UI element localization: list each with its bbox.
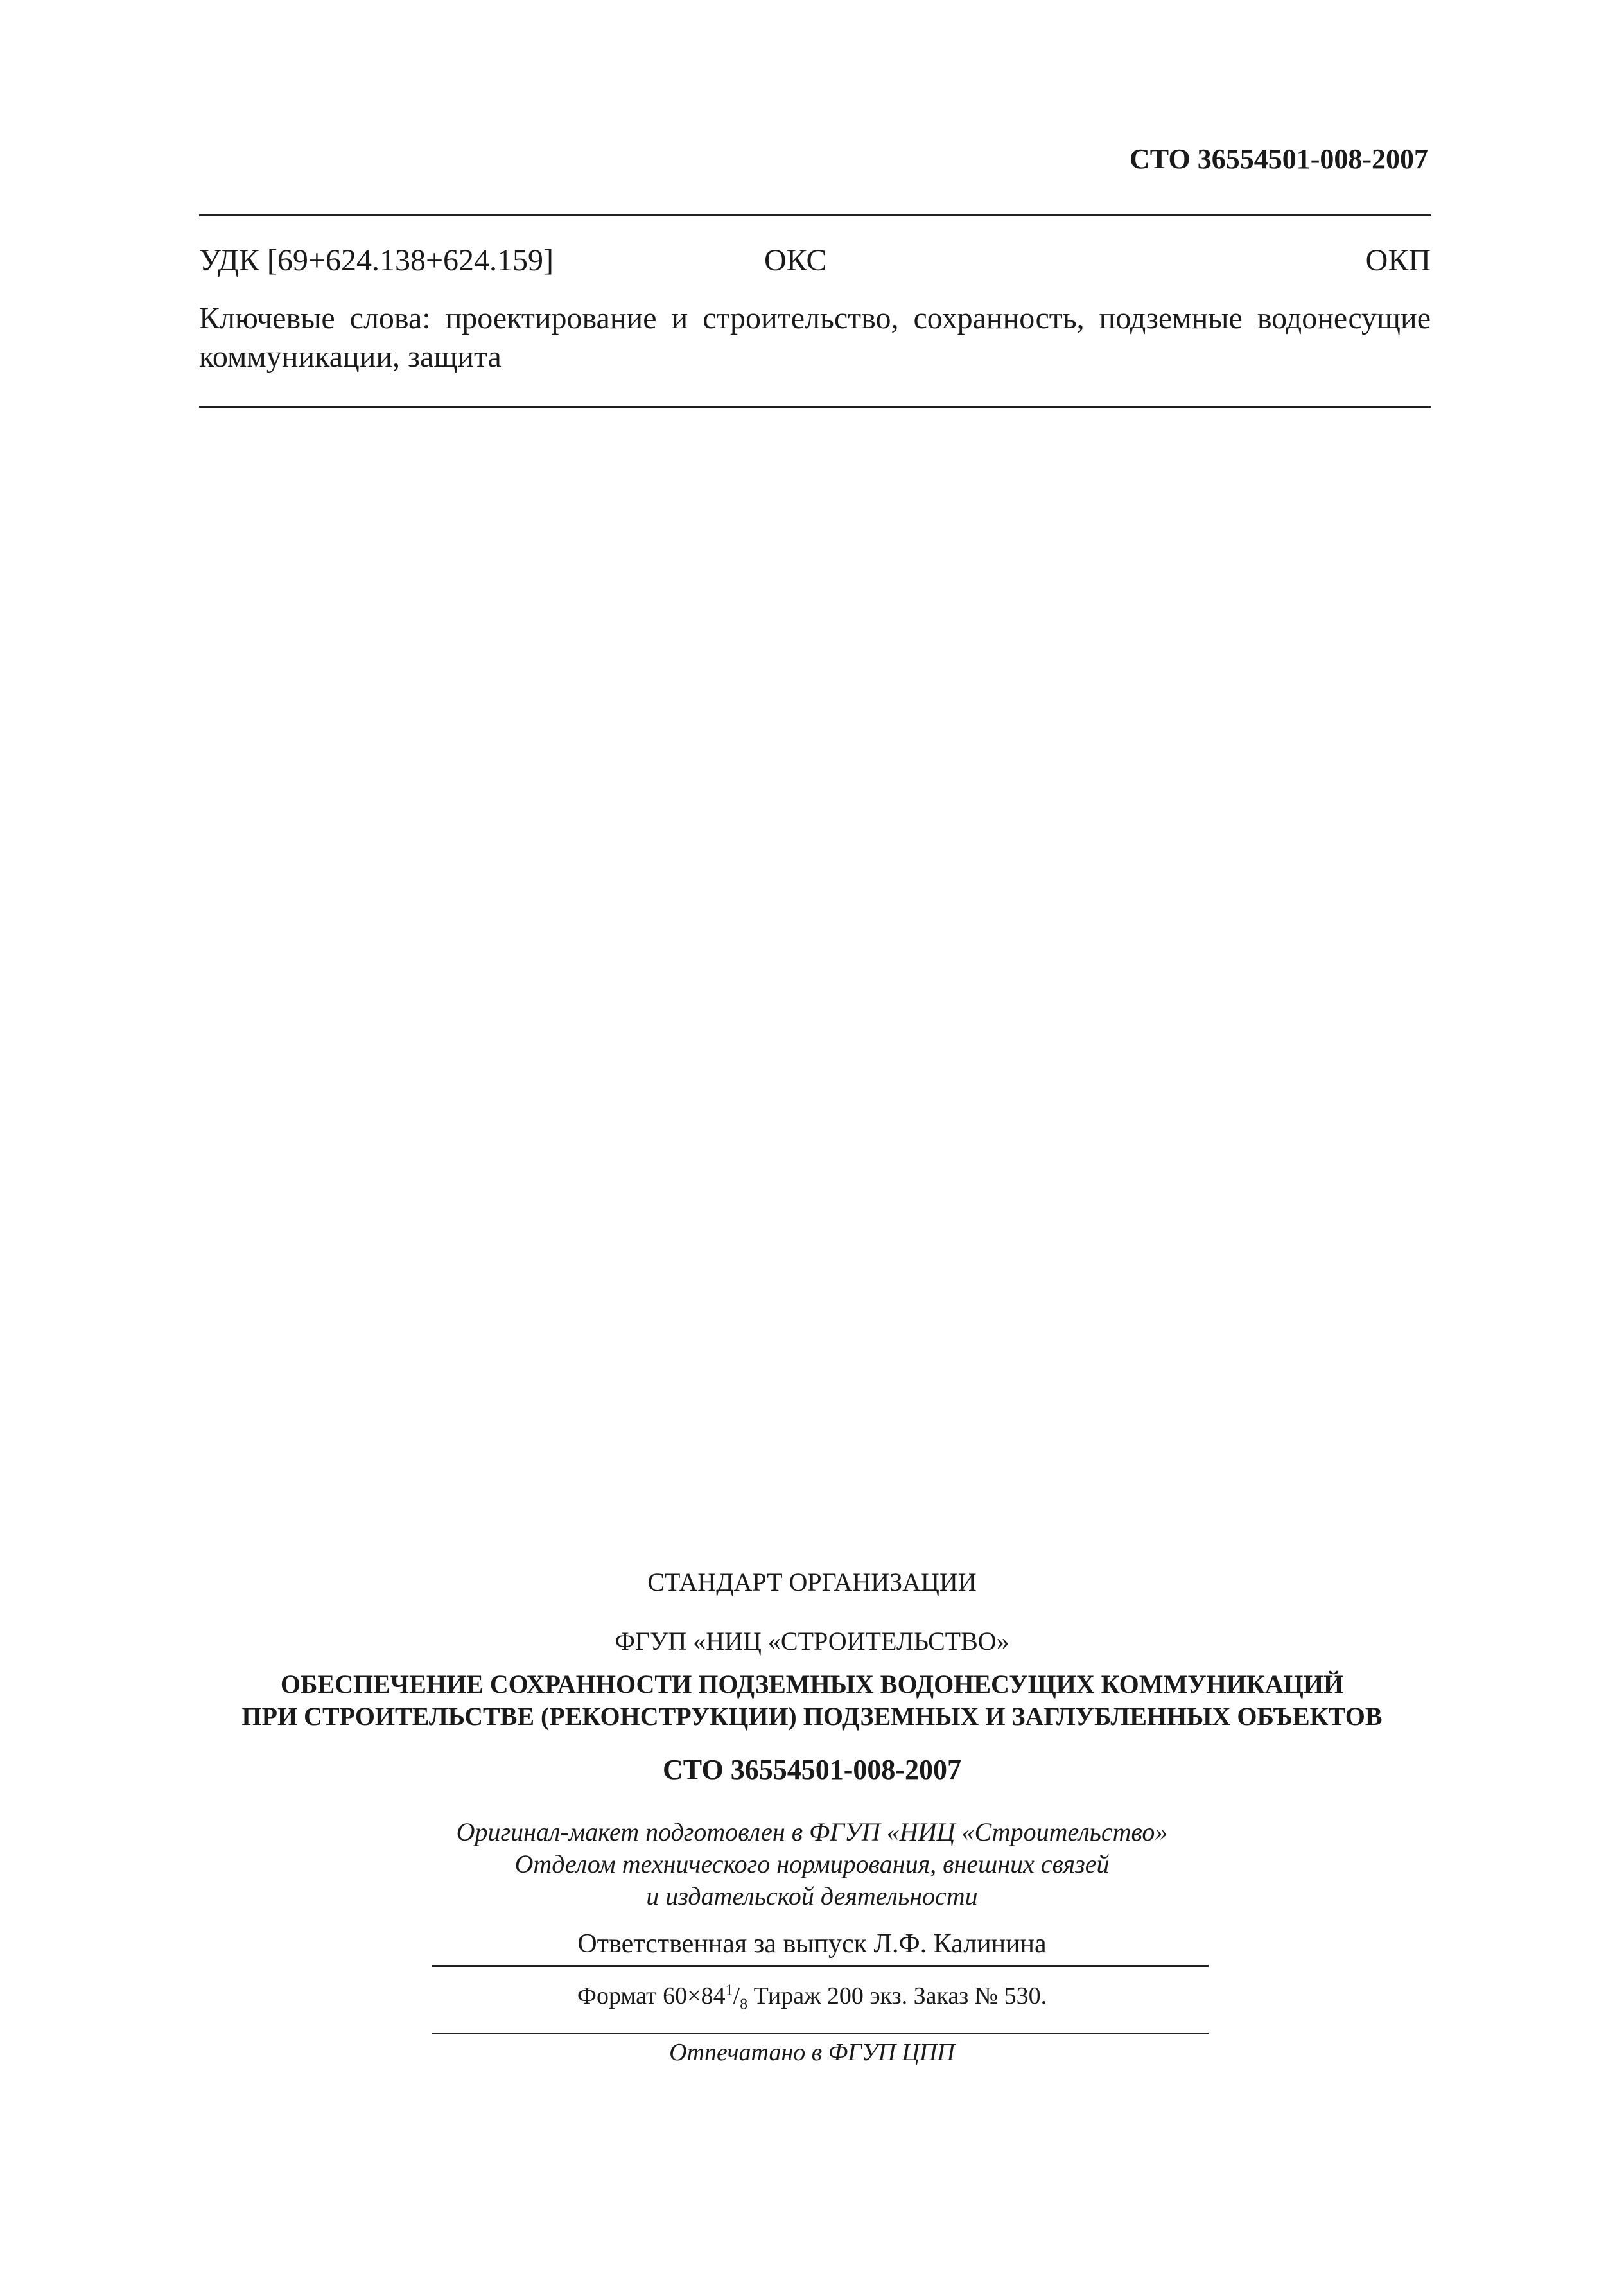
title-line-2: ПРИ СТРОИТЕЛЬСТВЕ (РЕКОНСТРУКЦИИ) ПОДЗЕМНЫХ И ЗАГЛУБЛЕННЫХ ОБЪЕКТОВ <box>241 1702 1383 1731</box>
imprint-rule-2 <box>432 2033 1209 2034</box>
print-format <box>0 1982 1624 2014</box>
keywords-rule <box>199 406 1431 408</box>
udk-code: УДК [69+624.138+624.159] <box>199 243 554 277</box>
prepared-line-1: Оригинал-макет подготовлен в ФГУП «НИЦ «Строительство» <box>456 1817 1168 1846</box>
keywords-paragraph: Ключевые слова: проектирование и строительство, сохранность, подземные водонесущие коммуникации, защита <box>199 301 1431 374</box>
organization-name: ФГУП «НИЦ «СТРОИТЕЛЬСТВО» <box>615 1627 1009 1656</box>
format-numerator: 1 <box>725 1982 733 1999</box>
imprint-rule-1 <box>432 1965 1209 1967</box>
document-code: СТО 36554501-008-2007 <box>1129 143 1428 175</box>
prepared-line-3: и издательской деятельности <box>646 1882 978 1911</box>
oks-label: ОКС <box>764 243 827 277</box>
format-suffix: Тираж 200 экз. Заказ № 530. <box>747 1982 1047 2009</box>
standard-type: СТАНДАРТ ОРГАНИЗАЦИИ <box>647 1568 977 1596</box>
printed-at: Отпечатано в ФГУП ЦПП <box>669 2039 955 2066</box>
okp-label: ОКП <box>1365 243 1431 277</box>
format-denominator: 8 <box>740 1996 748 2013</box>
imprint-document-code: СТО 36554501-008-2007 <box>662 1754 962 1785</box>
prepared-line-2: Отделом технического нормирования, внешних связей <box>514 1850 1110 1878</box>
responsible-person: Ответственная за выпуск Л.Ф. Калинина <box>577 1929 1047 1959</box>
title-line-1: ОБЕСПЕЧЕНИЕ СОХРАННОСТИ ПОДЗЕМНЫХ ВОДОНЕСУЩИХ КОММУНИКАЦИЙ <box>280 1670 1344 1699</box>
top-rule <box>199 214 1431 216</box>
prepared-by <box>0 1816 1624 1912</box>
document-title <box>0 1668 1624 1733</box>
format-slash: / <box>733 1982 740 2009</box>
format-prefix: Формат 60×84 <box>577 1982 726 2009</box>
